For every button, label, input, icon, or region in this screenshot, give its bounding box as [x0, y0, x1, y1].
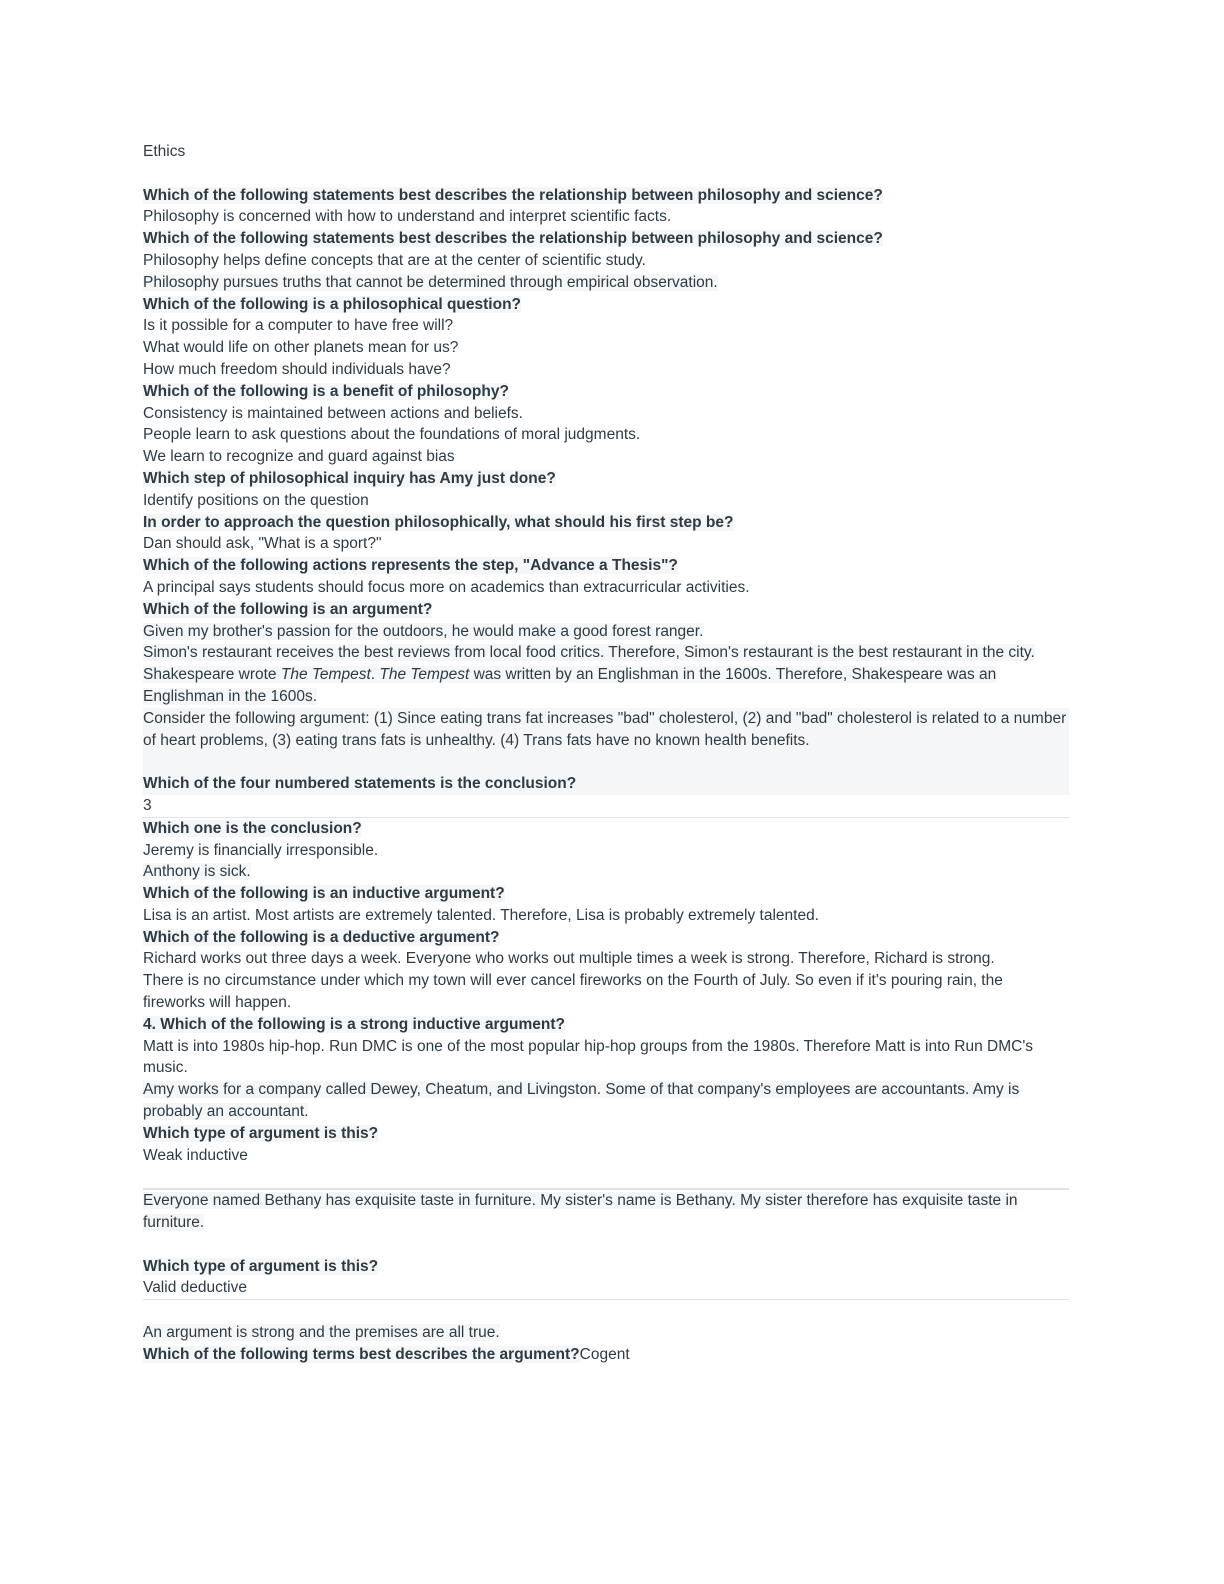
- prompt-text: Everyone named Bethany has exquisite taste in furniture. My sister's name is Bethany. My sister therefore has exquisite taste in furniture.: [143, 1192, 1018, 1232]
- answer: Given my brother's passion for the outdoors, he would make a good forest ranger.: [143, 622, 704, 640]
- question: Which of the following is an argument?: [143, 600, 433, 618]
- question: Which of the following statements best describes the relationship between philosophy and science?: [143, 186, 883, 204]
- question: Which of the following statements best describes the relationship between philosophy and science?: [143, 230, 883, 248]
- answer: Matt is into 1980s hip-hop. Run DMC is one of the most popular hip-hop groups from the 1980s. Therefore Matt is into Run DMC's music.: [143, 1037, 1034, 1077]
- answer: Simon's restaurant receives the best reviews from local food critics. Therefore, Simon's restaurant is the best restaurant in the city.: [143, 644, 1035, 662]
- answer: Shakespeare wrote The Tempest. The Tempest was written by an Englishman in the 1600s. Therefore, Shakespeare was an Englishman in the 1600s.: [143, 666, 997, 705]
- answer: Identify positions on the question: [143, 491, 369, 509]
- answer: A principal says students should focus more on academics than extracurricular activities.: [143, 578, 750, 596]
- question: Which step of philosophical inquiry has Amy just done?: [143, 469, 556, 487]
- question: 4. Which of the following is a strong inductive argument?: [143, 1015, 565, 1033]
- document-body: [143, 185, 1069, 1366]
- answer: Philosophy pursues truths that cannot be determined through empirical observation.: [143, 273, 718, 291]
- question-answer-line: [143, 1344, 1069, 1366]
- answer: Philosophy is concerned with how to understand and interpret scientific facts.: [143, 208, 672, 226]
- question: Which of the following is an inductive argument?: [143, 885, 505, 903]
- answer: Philosophy helps define concepts that are at the center of scientific study.: [143, 251, 646, 269]
- answer: Is it possible for a computer to have free will?: [143, 317, 454, 335]
- question: Which of the following is a deductive argument?: [143, 928, 500, 946]
- answer: What would life on other planets mean for us?: [143, 339, 459, 357]
- question: Which of the following actions represents the step, "Advance a Thesis"?: [143, 557, 678, 575]
- answer: Richard works out three days a week. Everyone who works out multiple times a week is strong. Therefore, Richard is strong.: [143, 950, 995, 968]
- question: Which type of argument is this?: [143, 1257, 379, 1275]
- question: Which of the following is a benefit of philosophy?: [143, 382, 509, 400]
- prompt-text: An argument is strong and the premises are all true.: [143, 1324, 500, 1342]
- answer: Valid deductive: [143, 1277, 1069, 1300]
- question: Which type of argument is this?: [143, 1124, 379, 1142]
- prompt-text: Consider the following argument: (1) Since eating trans fat increases "bad" cholesterol, (2) and "bad" cholesterol is related to a number of heart problems, (3) eating trans fats is unhealthy. (4) Trans fats have no known health benefits.: [143, 709, 1067, 749]
- answer: People learn to ask questions about the foundations of moral judgments.: [143, 426, 641, 444]
- answer: Weak inductive: [143, 1146, 248, 1164]
- answer: Consistency is maintained between actions and beliefs.: [143, 404, 523, 422]
- question: In order to approach the question philosophically, what should his first step be?: [143, 513, 734, 531]
- answer: We learn to recognize and guard against bias: [143, 448, 455, 466]
- answer: There is no circumstance under which my town will ever cancel fireworks on the Fourth of July. So even if it's pouring rain, the fireworks will happen.: [143, 972, 1003, 1012]
- answer: Amy works for a company called Dewey, Cheatum, and Livingston. Some of that company's employees are accountants. Amy is probably an accountant.: [143, 1081, 1020, 1121]
- answer: Dan should ask, "What is a sport?": [143, 535, 382, 553]
- question: Which one is the conclusion?: [143, 819, 362, 837]
- answer: Jeremy is financially irresponsible.: [143, 841, 379, 859]
- answer: Cogent: [579, 1345, 630, 1363]
- answer: Anthony is sick.: [143, 863, 251, 881]
- question: Which of the four numbered statements is the conclusion?: [143, 775, 577, 793]
- document-title: Ethics: [143, 143, 186, 160]
- question-block: [143, 708, 1069, 818]
- answer: How much freedom should individuals have?: [143, 360, 451, 378]
- answer: 3: [143, 795, 1069, 817]
- question: Which of the following terms best describes the argument?: [143, 1345, 580, 1363]
- question: Which of the following is a philosophical question?: [143, 295, 522, 313]
- answer: Lisa is an artist. Most artists are extremely talented. Therefore, Lisa is probably extremely talented.: [143, 906, 819, 924]
